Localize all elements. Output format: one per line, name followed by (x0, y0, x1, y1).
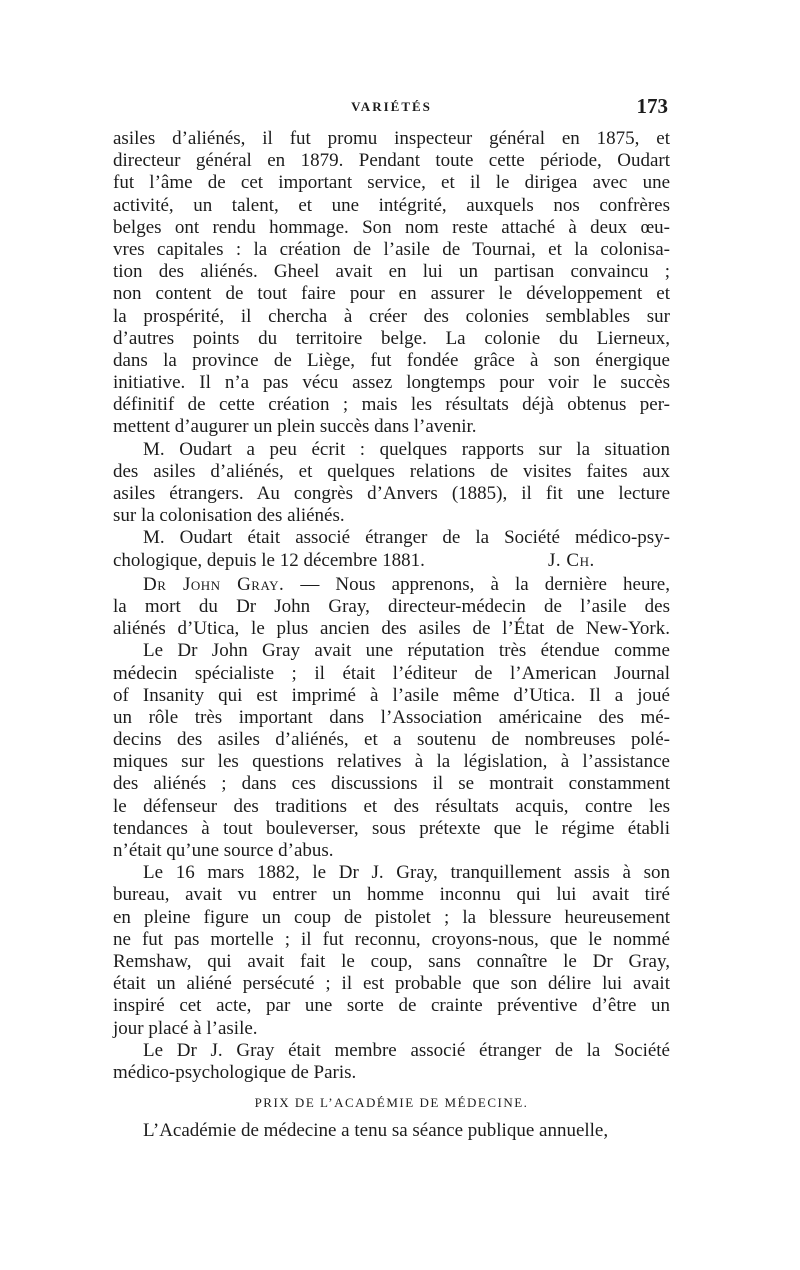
text-line: un rôle très important dans l’Association américaine des mé- (113, 706, 670, 728)
text-line: activité, un talent, et une intégrité, auxquels nos confrères (113, 194, 670, 216)
paragraph-gray-member (113, 1040, 670, 1084)
text-line: mettent d’augurer un plein succès dans l’avenir. (113, 416, 477, 438)
text-line: Le Dr John Gray avait une réputation très étendue comme (143, 640, 670, 662)
text-line: directeur général en 1879. Pendant toute cette période, Oudart (113, 150, 670, 172)
text-line-content: — Nous apprenons, à la dernière heure, (284, 573, 670, 595)
text-line: des aliénés ; dans ces discussions il se montrait constamment (113, 773, 670, 795)
text-line: bureau, avait vu entrer un homme inconnu qui lui avait tiré (113, 884, 670, 906)
author-signature: J. Ch. (548, 549, 595, 571)
paragraph-oudart-writings (113, 439, 670, 528)
page-number: 173 (636, 94, 668, 118)
body-text (113, 128, 670, 1142)
text-line: Le Dr J. Gray était membre associé étranger de la Société (143, 1039, 670, 1061)
text-line: la mort du Dr John Gray, directeur-médecin de l’asile des (113, 595, 670, 617)
text-line: inspiré cet acte, par une sorte de crainte préventive d’être un (113, 995, 670, 1017)
text-line: of Insanity qui est imprimé à l’asile même d’Utica. Il a joué (113, 684, 670, 706)
text-line: dans la province de Liège, fut fondée grâce à son énergique (113, 349, 670, 371)
text-line: L’Académie de médecine a tenu sa séance publique annuelle, (143, 1120, 609, 1142)
text-line: tendances à tout bouleverser, sous prétexte que le régime établi (113, 817, 670, 839)
text-line: belges ont rendu hommage. Son nom reste attaché à deux œu- (113, 216, 670, 238)
text-line: définitif de cette création ; mais les résultats déjà obtenus per- (113, 394, 670, 416)
text-line: médecin spécialiste ; il était l’éditeur de l’American Journal (113, 662, 670, 684)
text-line (113, 574, 670, 596)
text-line: était un aliéné persécuté ; il est probable que son délire lui avait (113, 973, 670, 995)
text-line: la prospérité, il chercha à créer des colonies semblables sur (113, 305, 670, 327)
text-line: M. Oudart a peu écrit : quelques rapports sur la situation (143, 438, 670, 460)
text-line: médico-psychologique de Paris. (113, 1061, 357, 1083)
paragraph-gray-intro (113, 574, 670, 641)
text-line: M. Oudart était associé étranger de la Société médico-psy- (143, 527, 670, 549)
text-line: le défenseur des traditions et des résultats acquis, contre les (113, 795, 670, 817)
text-line: Remshaw, qui avait fait le coup, sans connaître le Dr Gray, (113, 950, 670, 972)
obituary-title: Dr John Gray. (143, 573, 285, 595)
text-line (113, 550, 670, 572)
text-line: initiative. Il n’a pas vécu assez longtemps pour voir le succès (113, 372, 670, 394)
paragraph-oudart-member (113, 527, 670, 571)
text-line: vres capitales : la création de l’asile de Tournai, et la colonisa- (113, 238, 670, 260)
text-line: sur la colonisation des aliénés. (113, 505, 345, 527)
paragraph-gray-reputation (113, 640, 670, 862)
text-line: jour placé à l’asile. (113, 1017, 258, 1039)
text-line: Le 16 mars 1882, le Dr J. Gray, tranquillement assis à son (143, 862, 670, 884)
text-line: asiles étrangers. Au congrès d’Anvers (1885), il fit une lecture (113, 483, 670, 504)
text-line: d’autres points du territoire belge. La colonie du Lierneux, (113, 327, 670, 349)
paragraph-gray-attack (113, 862, 670, 1040)
text-line: tion des aliénés. Gheel avait en lui un partisan convaincu ; (113, 261, 670, 283)
text-line-content: chologique, depuis le 12 décembre 1881. (113, 549, 425, 571)
book-page (113, 0, 670, 1270)
text-line: decins des asiles d’aliénés, et a soutenu de nombreuses polé- (113, 729, 670, 751)
text-line: n’était qu’une source d’abus. (113, 840, 334, 861)
text-line: aliénés d’Utica, le plus ancien des asiles de l’État de New-York. (113, 618, 670, 640)
text-line: en pleine figure un coup de pistolet ; la blessure heureusement (113, 906, 670, 928)
text-line: non content de tout faire pour en assurer le développement et (113, 283, 670, 305)
paragraph-oudart-career (113, 128, 670, 439)
text-line: fut l’âme de cet important service, et il le dirigea avec une (113, 172, 670, 194)
text-line: ne fut pas mortelle ; il fut reconnu, croyons-nous, que le nommé (113, 928, 670, 950)
section-heading: PRIX DE L’ACADÉMIE DE MÉDECINE. (254, 1095, 529, 1111)
text-line: des asiles d’aliénés, et quelques relations de visites faites aux (113, 460, 670, 482)
text-line: asiles d’aliénés, il fut promu inspecteur général en 1875, et (113, 128, 670, 149)
running-title: VARIÉTÉS (351, 99, 432, 114)
running-head (113, 94, 670, 118)
text-line: miques sur les questions relatives à la législation, à l’assistance (113, 751, 670, 773)
